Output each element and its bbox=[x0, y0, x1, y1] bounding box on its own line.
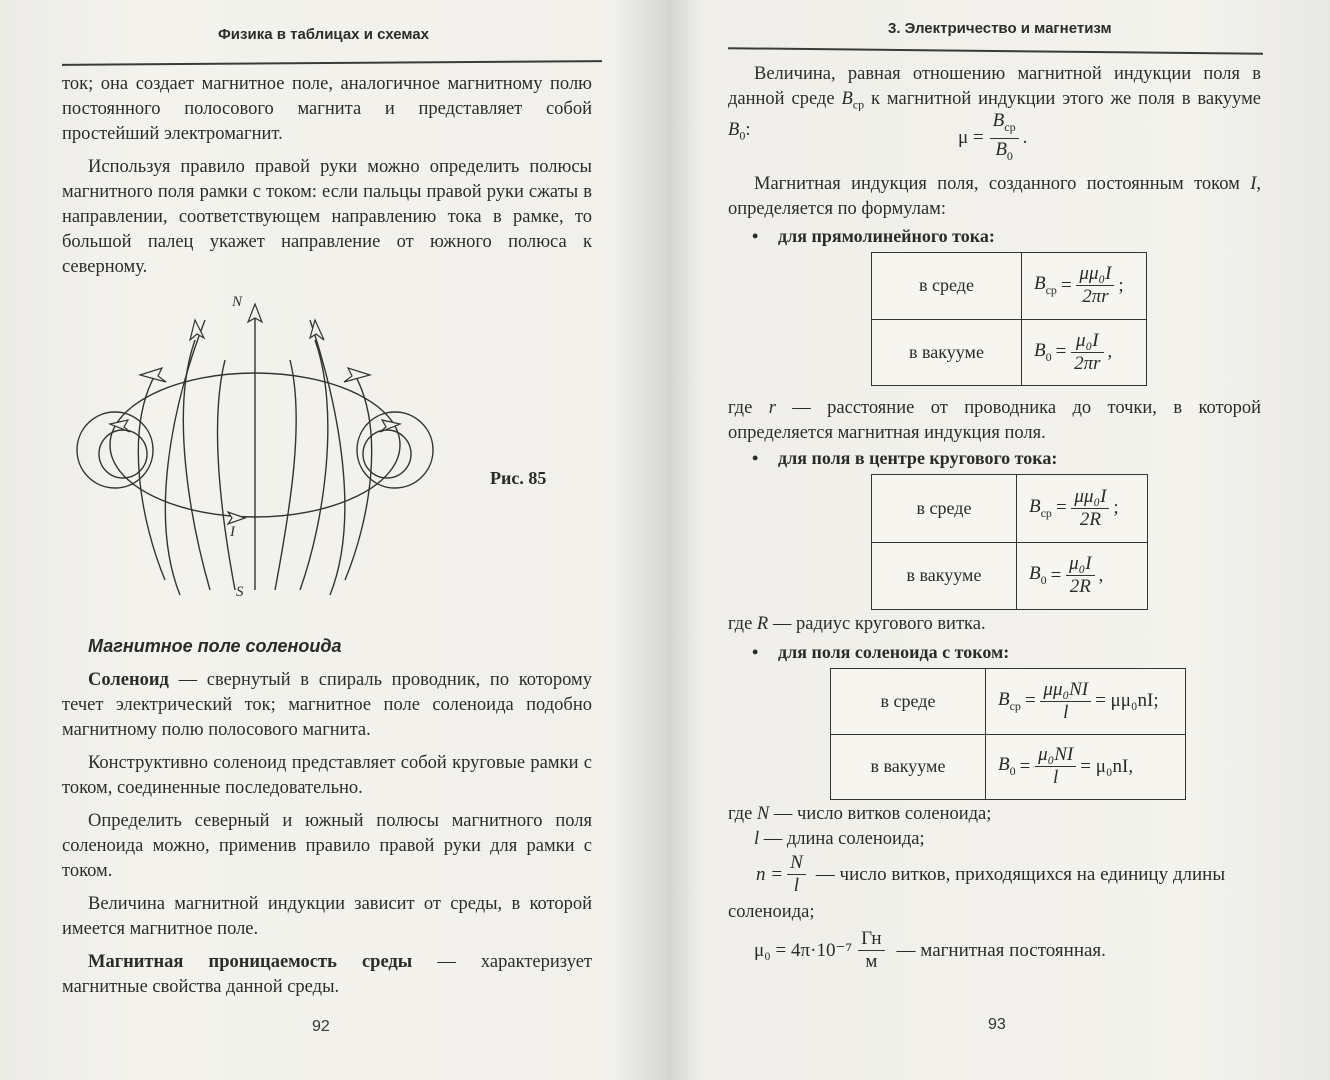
row-label: в среде bbox=[872, 253, 1022, 320]
formula-lhs: B bbox=[1034, 273, 1046, 295]
mu-intro-part2: к магнитной индукции этого же поля в вакууме bbox=[864, 89, 1261, 109]
n-desc: — число витков, приходящихся на единицу длины bbox=[815, 863, 1226, 885]
formula-cell: $B_{ср}$ = $\frac{\text{μμ₀I}}{2\pi r}$ ; bbox=[1022, 253, 1147, 320]
permeability-term: Магнитная проницаемость среды bbox=[88, 952, 413, 972]
formula-tail: , bbox=[1107, 341, 1113, 363]
bullet-straight-current-label: для прямолинейного тока: bbox=[778, 226, 995, 246]
row-label: в среде bbox=[872, 475, 1017, 543]
page-number-right: 93 bbox=[988, 1016, 1006, 1033]
formula-den: 2R bbox=[1079, 508, 1101, 530]
formula-lhs: B bbox=[1029, 563, 1041, 585]
mu-intro-end: : bbox=[745, 119, 751, 140]
formula-lhs-sub: ср bbox=[1009, 698, 1021, 713]
where-R-paragraph bbox=[728, 612, 1261, 637]
solenoid-definition: — свернутый в спираль проводник, по которому течет электрический ток; магнитное поле соленоида подобно магнитному полю полосового магнита. bbox=[62, 670, 592, 740]
table-circular-current bbox=[871, 474, 1148, 610]
formula-lhs: B bbox=[1029, 495, 1041, 517]
row-label: в вакууме bbox=[872, 319, 1022, 386]
where-r-text bbox=[728, 396, 1261, 454]
mu-formula-num-sub: ср bbox=[1004, 119, 1016, 134]
section-title: Магнитное поле соленоида bbox=[88, 636, 342, 656]
table-row bbox=[831, 734, 1186, 800]
solenoid-paragraph-1: Конструктивно соленоид представляет собой круговые рамки с током, соединенные последовательно. bbox=[62, 753, 592, 798]
n-lhs: n = bbox=[756, 863, 784, 885]
table-row bbox=[872, 475, 1148, 543]
formula-num: μμ₀I bbox=[1076, 263, 1114, 286]
formula-lhs: B bbox=[998, 688, 1010, 710]
where-N-desc: — число витков соленоида; bbox=[769, 804, 992, 824]
mu-formula-den: B bbox=[995, 138, 1007, 160]
arrow-right-1 bbox=[310, 320, 324, 340]
where-R-text bbox=[728, 612, 1261, 645]
field-line-inner-left bbox=[218, 360, 235, 590]
table-row bbox=[872, 319, 1147, 386]
permeability-paragraph bbox=[62, 950, 592, 1000]
constant-current-part2: , определяется по формулам: bbox=[728, 174, 1261, 219]
bullet-solenoid-label: для поля соленоида с током: bbox=[778, 642, 1010, 662]
mu-formula-fraction bbox=[990, 110, 1019, 167]
formula-num: μ₀I bbox=[1071, 330, 1103, 353]
mu-intro-sym1: B bbox=[841, 89, 853, 109]
formula-tail: = μμ₀nI; bbox=[1095, 690, 1159, 712]
table-row bbox=[831, 669, 1186, 735]
formula-lhs: B bbox=[998, 754, 1010, 776]
intro-text bbox=[62, 72, 592, 288]
mu-formula-den-sub: 0 bbox=[1006, 148, 1013, 163]
bullet-solenoid: • для поля соленоида с током: bbox=[752, 642, 1010, 662]
left-field-circle-inner bbox=[99, 430, 147, 478]
formula-lhs-sub: ср bbox=[1045, 283, 1057, 298]
solenoid-paragraph-2: Определить северный и южный полюсы магнитного поля соленоида можно, применив правило правой руки для рамки с током. bbox=[62, 811, 592, 881]
where-R-sym: R bbox=[756, 614, 769, 634]
row-label: в вакууме bbox=[831, 734, 986, 800]
constant-current-part1: Магнитная индукция поля, созданного постоянным током bbox=[754, 174, 1251, 194]
table-straight-current bbox=[871, 252, 1147, 386]
formula-cell: $B_{ср}$ = $\frac{\text{μμ₀NI}}{l}$ = μμ₀nI; bbox=[986, 669, 1186, 735]
formula-den: 2πr bbox=[1082, 286, 1109, 308]
current-label: I bbox=[230, 524, 235, 540]
constant-current-paragraph bbox=[728, 172, 1261, 222]
bullet-straight-current: • для прямолинейного тока: bbox=[752, 226, 995, 246]
formula-den: 2πr bbox=[1074, 352, 1101, 374]
intro-paragraph-2: Используя правило правой руки можно определить полюсы магнитного поля рамки с током: если пальцы правой руки сжаты в направлении, соответствующем направлению тока в рамке, то большой палец укажет направление от южного полюса к северному. bbox=[62, 157, 592, 277]
formula-tail: = μ₀nI, bbox=[1080, 755, 1134, 777]
formula-num: μμ₀I bbox=[1071, 486, 1109, 509]
header-rule-left bbox=[62, 60, 602, 66]
header-rule-right bbox=[728, 47, 1263, 55]
solenoid-text bbox=[62, 668, 592, 1008]
table-row bbox=[872, 253, 1147, 320]
permeability-definition: — характеризует магнитные свойства данной среды. bbox=[62, 952, 592, 997]
constant-current-sym: I bbox=[1250, 174, 1257, 194]
mu0-lhs: μ₀ = 4π·10⁻⁷ bbox=[754, 940, 853, 961]
south-label: S bbox=[236, 584, 244, 600]
field-line-inner-right bbox=[275, 360, 296, 590]
mu-intro-sub2: 0 bbox=[739, 128, 746, 143]
figure-caption: Рис. 85 bbox=[490, 468, 547, 488]
page-number-left: 92 bbox=[312, 1018, 330, 1035]
figure-85-diagram bbox=[70, 290, 470, 610]
mu-intro-sym2: B bbox=[728, 119, 740, 140]
formula-cell: $B_0$ = $\frac{\text{μ₀I}}{2\pi r}$ , bbox=[1022, 319, 1147, 386]
mu-formula bbox=[958, 110, 1027, 167]
mu0-units-num: Гн bbox=[858, 928, 884, 951]
arrow-current bbox=[228, 512, 245, 524]
bullet-circular-current-label: для поля в центре кругового тока: bbox=[778, 448, 1058, 468]
formula-num: μ₀I bbox=[1066, 553, 1094, 576]
where-l-sym: l bbox=[754, 829, 760, 849]
mu-intro-part1: Величина, равная отношению магнитной индукции поля в данной среде bbox=[728, 64, 1261, 109]
mu0-units-den: м bbox=[865, 951, 878, 972]
where-l-desc: — длина соленоида; bbox=[759, 829, 925, 849]
solenoid-paragraph-3: Величина магнитной индукции зависит от среды, в которой имеется магнитное поле. bbox=[62, 894, 592, 939]
field-line-far-right bbox=[345, 375, 372, 580]
formula-tail: ; bbox=[1118, 274, 1124, 296]
where-N-pre: где bbox=[728, 804, 757, 824]
formula-lhs-sub: 0 bbox=[1009, 764, 1016, 779]
where-R-pre: где bbox=[728, 614, 757, 634]
table-solenoid bbox=[830, 668, 1186, 800]
where-N-paragraph bbox=[728, 802, 1261, 827]
formula-num: μ₀NI bbox=[1035, 744, 1076, 767]
mu-intro-sub1: ср bbox=[852, 97, 865, 112]
where-l-paragraph bbox=[728, 827, 1261, 852]
n-den: l bbox=[793, 875, 800, 896]
solenoid-definition-paragraph bbox=[62, 668, 592, 743]
row-label: в среде bbox=[831, 669, 986, 735]
where-r-paragraph bbox=[728, 396, 1261, 446]
formula-den: l bbox=[1063, 701, 1069, 723]
formula-num: μμ₀NI bbox=[1040, 679, 1091, 702]
formula-den: 2R bbox=[1069, 576, 1091, 598]
bullet-circular-current: • для поля в центре кругового тока: bbox=[752, 448, 1058, 468]
formula-tail: , bbox=[1098, 564, 1104, 586]
where-r-pre: где bbox=[728, 398, 769, 418]
mu-formula-end: . bbox=[1022, 127, 1028, 149]
n-formula bbox=[756, 852, 1225, 897]
running-head-left: Физика в таблицах и схемах bbox=[218, 26, 429, 43]
formula-cell: $B_0$ = $\frac{\text{μ₀I}}{2R}$ , bbox=[1017, 542, 1148, 610]
where-N-sym: N bbox=[756, 804, 770, 824]
where-r-sym: r bbox=[768, 398, 776, 418]
intro-paragraph-1: ток; она создает магнитное поле, аналогичное магнитному полю постоянного полосового магнита и представляет собой простейший электромагнит. bbox=[62, 74, 592, 144]
right-page bbox=[668, 0, 1330, 1080]
mu0-desc: — магнитная постоянная. bbox=[896, 939, 1106, 961]
formula-lhs-sub: ср bbox=[1040, 505, 1052, 520]
constant-current-text bbox=[728, 172, 1261, 230]
formula-tail: ; bbox=[1113, 497, 1119, 519]
formula-cell: $B_{ср}$ = $\frac{\text{μμ₀I}}{2R}$ ; bbox=[1017, 475, 1148, 543]
formula-lhs: B bbox=[1034, 339, 1046, 361]
mu-formula-num: B bbox=[992, 110, 1005, 131]
where-r-desc: — расстояние от проводника до точки, в которой определяется магнитная индукция поля. bbox=[728, 398, 1261, 443]
n-num: N bbox=[787, 852, 806, 875]
right-field-circle-inner bbox=[363, 430, 411, 478]
north-label: N bbox=[232, 294, 243, 310]
where-R-desc: — радиус кругового витка. bbox=[768, 614, 986, 634]
running-head-right: 3. Электричество и магнетизм bbox=[888, 20, 1112, 37]
field-line-far-left bbox=[138, 375, 165, 580]
mu0-units bbox=[858, 928, 884, 973]
mu0-formula bbox=[754, 928, 1106, 973]
mu-formula-lhs: μ = bbox=[958, 127, 984, 149]
n-desc-cont: соленоида; bbox=[728, 902, 815, 922]
table-row bbox=[872, 542, 1148, 610]
formula-lhs-sub: 0 bbox=[1040, 573, 1047, 588]
formula-lhs-sub: 0 bbox=[1045, 349, 1052, 364]
formula-den: l bbox=[1053, 767, 1059, 789]
n-fraction bbox=[787, 852, 806, 897]
row-label: в вакууме bbox=[872, 542, 1017, 610]
solenoid-term: Соленоид bbox=[88, 670, 169, 690]
formula-cell: $B_0$ = $\frac{\text{μ₀NI}}{l}$ = μ₀nI, bbox=[986, 734, 1186, 800]
